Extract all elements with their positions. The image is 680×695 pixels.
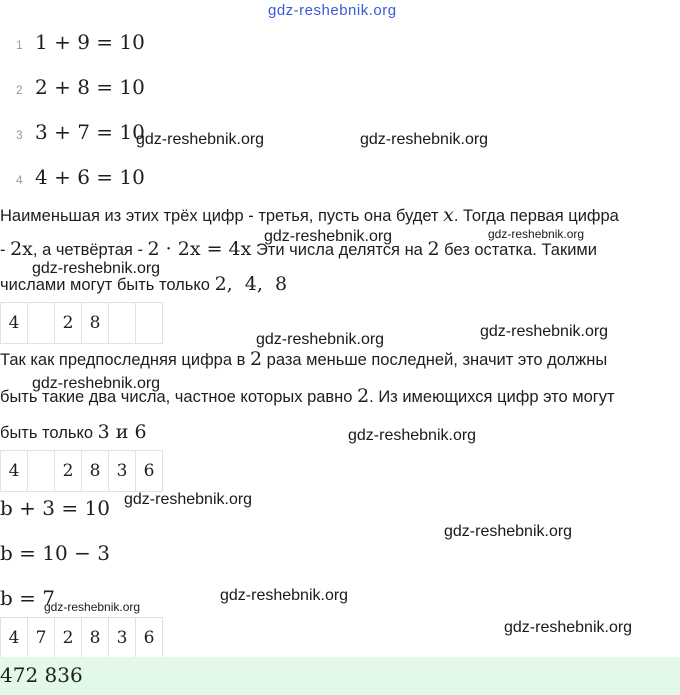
digit-cell [109,302,136,344]
math-number: 2 [249,348,263,370]
math-number: 2 [427,238,440,260]
digit-cell [136,302,163,344]
watermark: gdz-reshebnik.org [444,523,573,540]
watermark: gdz-reshebnik.org [256,331,385,348]
text-fragment: Эти числа делятся на [251,241,428,259]
watermark: gdz-reshebnik.org [504,619,633,636]
text-fragment: быть такие два числа, частное которых равно [0,388,358,406]
text-fragment: . Тогда первая цифра [453,207,619,225]
text-fragment: раза меньше последней, значит это должны [262,351,608,369]
digit-cell: 6 [136,450,163,492]
digit-grid [0,302,163,344]
digit-cell: 3 [109,617,136,659]
text-fragment: Так как предпоследняя цифра в [0,351,250,369]
math-expression: 2 · 2x = 4x [147,238,252,260]
digit-cell: 8 [82,617,109,659]
equation-text: 2 + 8 = 10 [35,75,145,99]
text-fragment: без остатка. Такими [439,241,597,259]
watermark: gdz-reshebnik.org [136,131,265,148]
answer-value: 472 836 [0,663,83,687]
step-equation: b = 7 [0,586,55,610]
equation-text: 1 + 9 = 10 [35,30,145,54]
digit-grid [0,617,163,659]
digit-cell [28,450,55,492]
watermark: gdz-reshebnik.org [124,491,253,508]
paragraph-line [0,414,147,451]
math-expression: 2x [10,238,33,260]
text-fragment: числами могут быть только [0,276,215,294]
digit-cell: 2 [55,302,82,344]
digit-cell: 3 [109,450,136,492]
digit-cell: 7 [28,617,55,659]
math-expression: 3 и 6 [97,421,147,443]
watermark: gdz-reshebnik.org [220,587,349,604]
watermark: gdz-reshebnik.org [360,131,489,148]
digit-cell: 4 [1,302,28,344]
math-expression: 2, 4, 8 [214,273,288,295]
watermark: gdz-reshebnik.org [44,600,141,614]
digit-cell: 8 [82,450,109,492]
digit-cell: 2 [55,450,82,492]
equation-number: 1 [16,38,23,52]
digit-cell [28,302,55,344]
digit-cell: 4 [1,450,28,492]
text-fragment: - [0,241,11,259]
math-number: 2 [357,385,370,407]
digit-cell: 6 [136,617,163,659]
step-equation: b + 3 = 10 [0,496,110,520]
watermark: gdz-reshebnik.org [32,260,161,277]
watermark: gdz-reshebnik.org [480,323,609,340]
text-fragment: Наименьшая из этих трёх цифр - третья, пусть она будет [0,207,444,225]
equation-text: 3 + 7 = 10 [35,120,145,144]
watermark-top: gdz-reshebnik.org [268,2,397,19]
watermark: gdz-reshebnik.org [348,427,477,444]
watermark: gdz-reshebnik.org [32,375,161,392]
equation-text: 4 + 6 = 10 [35,165,145,189]
equation-number: 3 [16,128,23,142]
math-variable: x [443,204,454,226]
step-equation: b = 10 − 3 [0,541,110,565]
answer-box [0,657,680,695]
digit-grid [0,450,163,492]
text-fragment: , а четвёртая - [32,241,148,259]
text-fragment: быть только [0,424,98,442]
digit-cell: 2 [55,617,82,659]
digit-cell: 4 [1,617,28,659]
digit-cell: 8 [82,302,109,344]
equation-number: 2 [16,83,23,97]
equation-number: 4 [16,173,23,187]
text-fragment: . Из имеющихся цифр это могут [369,388,615,406]
watermark: gdz-reshebnik.org [264,228,393,245]
watermark: gdz-reshebnik.org [488,227,585,241]
